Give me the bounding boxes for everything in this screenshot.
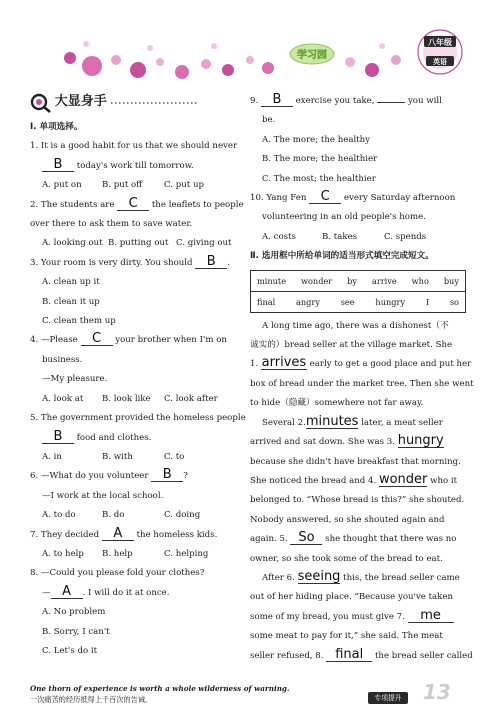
q8-option-c: C. Let's do it (42, 645, 98, 656)
passage-line: 1. arrives early to get a good place and put her (250, 355, 472, 371)
blank-2-answer[interactable]: minutes (305, 413, 359, 429)
passage-line: box of bread under the market tree. Then she went (250, 378, 474, 389)
q7-options: A. to help B. help C. helping (42, 548, 209, 559)
magnifier-icon (30, 93, 52, 113)
q3-stem: 3. Your room is very dirty. You should B . (30, 253, 230, 269)
part2-heading: Ⅱ. 选用框中所给单词的适当形式填空完成短文。 (250, 251, 434, 262)
q8-answer[interactable]: A (51, 585, 83, 599)
passage-line: She noticed the bread and 4. wonder who it (250, 471, 458, 487)
q9-stem: 9. B exercise you take, you will (250, 92, 442, 107)
q3-option-c: C. clean them up (42, 316, 116, 327)
q1-stem: 1. It is a good habit for us that we should never (30, 141, 238, 152)
q6-options: A. to do B. do C. doing (42, 510, 201, 521)
q8-stem-2: — A . I will do it at once. (42, 583, 170, 599)
q6-stem: 6. —What do you volunteer B ? (30, 467, 188, 483)
q2-stem: 2. The students are C the leaflets to people (30, 195, 244, 211)
q4-options: A. look at B. look like C. look after (42, 393, 218, 404)
passage-line: again. 5. So she thought that there was no (250, 530, 457, 546)
page-number: 13 (423, 680, 451, 704)
svg-text:八年级: 八年级 (428, 38, 452, 47)
q7-answer[interactable]: A (102, 527, 134, 541)
q5-options: A. in B. with C. to (42, 451, 185, 462)
q6-stem-2: —I work at the local school. (42, 490, 164, 501)
passage-line: because she didn't have breakfast that morning. (250, 456, 461, 467)
word-box-row-2: final angry see hungry I so (251, 291, 465, 312)
q8-option-b: B. Sorry, I can't (42, 626, 110, 637)
right-column (250, 92, 472, 666)
q7-stem: 7. They decided A the homeless kids. (30, 525, 218, 541)
passage-line: Several 2.minutes later, a meat seller (262, 413, 443, 429)
passage-line: arrived and sat down. She was 3. hungry (250, 433, 444, 449)
blank-4-answer[interactable]: wonder (378, 471, 428, 487)
passage-line: out of her hiding place. “Because you've taken (250, 592, 453, 603)
q5-stem: 5. The government provided the homeless people (30, 413, 246, 424)
footer-quote-chinese: 一次痛苦的经历抵得上千百次的告诫。 (30, 695, 153, 704)
section-title: 大显身手 (54, 94, 107, 109)
footer-section-pill: 专项提升 (368, 692, 408, 704)
q9-stem-2: be. (262, 115, 276, 126)
q3-option-b: B. clean it up (42, 296, 100, 307)
q9-option-a: A. The more; the healthy (262, 134, 371, 145)
blank-1-answer[interactable]: arrives (261, 355, 307, 371)
passage-line: Nobody answered, so she shouted again and (250, 514, 445, 525)
q8-option-a: A. No problem (42, 607, 106, 618)
blank-6-answer[interactable]: seeing (297, 568, 341, 584)
blank-8-answer[interactable]: final (326, 648, 372, 662)
q9-blank-2[interactable] (377, 93, 405, 103)
q8-stem: 8. —Could you please fold your clothes? (30, 568, 205, 579)
q4-stem-2: business. (42, 354, 83, 365)
q6-answer[interactable]: B (151, 468, 183, 482)
header-banner (0, 0, 500, 92)
blank-7-answer[interactable]: me (408, 609, 454, 623)
decorative-dots (64, 41, 401, 79)
q5-answer[interactable]: B (42, 430, 74, 444)
passage-line: owner, so she took some of the bread to eat. (250, 553, 443, 564)
q9-answer[interactable]: B (261, 93, 293, 107)
q9-option-b: B. The more; the healthier (262, 154, 378, 165)
blank-3-answer[interactable]: hungry (397, 433, 444, 449)
part1-heading: Ⅰ. 单项选择。 (30, 122, 83, 132)
passage-line: some of my bread, you must give 7. me (250, 608, 472, 627)
passage-line: 诚实的）bread seller at the village market. She (250, 340, 453, 351)
q9-option-c: C. The most; the healthier (262, 173, 376, 184)
q1-options: A. put on B. put off C. put up (42, 180, 204, 191)
q10-stem: 10. Yang Fen C every Saturday afternoon (250, 189, 456, 205)
right-badge (418, 30, 462, 74)
dotted-divider (109, 98, 199, 108)
q10-stem-2: volunteering in an old people's home. (262, 212, 426, 223)
q2-options: A. looking out B. putting out C. giving out (42, 238, 232, 249)
q2-answer[interactable]: C (117, 197, 149, 211)
svg-text:英语: 英语 (433, 58, 447, 66)
word-box-row-1: minute wonder by arrive who buy (257, 275, 459, 286)
q3-option-a: A. clean up it (42, 277, 100, 288)
q4-answer[interactable]: C (81, 332, 113, 346)
passage-line: A long time ago, there was a dishonest（不 (262, 320, 449, 331)
q10-answer[interactable]: C (309, 190, 341, 204)
footer-quote-english: One thorn of experience is worth a whole wilderness of warning. (30, 684, 290, 693)
left-column (30, 92, 246, 661)
passage-line: to hide（隐藏）somewhere not far away. (250, 398, 424, 409)
passage-line: seller refused, 8. final the bread seller called (250, 646, 473, 662)
passage-line: belonged to. “Whose bread is this?” she shouted. (250, 495, 465, 506)
svg-text:学习园: 学习园 (297, 50, 327, 61)
center-badge (290, 44, 334, 64)
q1-stem-2: B today's work till tomorrow. (30, 157, 240, 176)
word-box (250, 270, 466, 313)
q2-stem-2: over there to ask them to save water. (30, 219, 193, 230)
blank-5-answer[interactable]: So (290, 531, 322, 545)
q1-answer[interactable]: B (42, 158, 74, 172)
q3-answer[interactable]: B (195, 255, 227, 269)
passage-line: some meat to pay for it,” she said. The meat (250, 631, 443, 642)
q10-options: A. costs B. takes C. spends (262, 231, 427, 242)
passage-line: After 6. seeing this, the bread seller came (262, 568, 460, 584)
section-title-row (30, 92, 240, 118)
q4-stem-3: —My pleasure. (42, 374, 108, 385)
q4-stem: 4. —Please C your brother when I'm on (30, 331, 227, 347)
q5-stem-2: B food and clothes. (30, 429, 240, 448)
